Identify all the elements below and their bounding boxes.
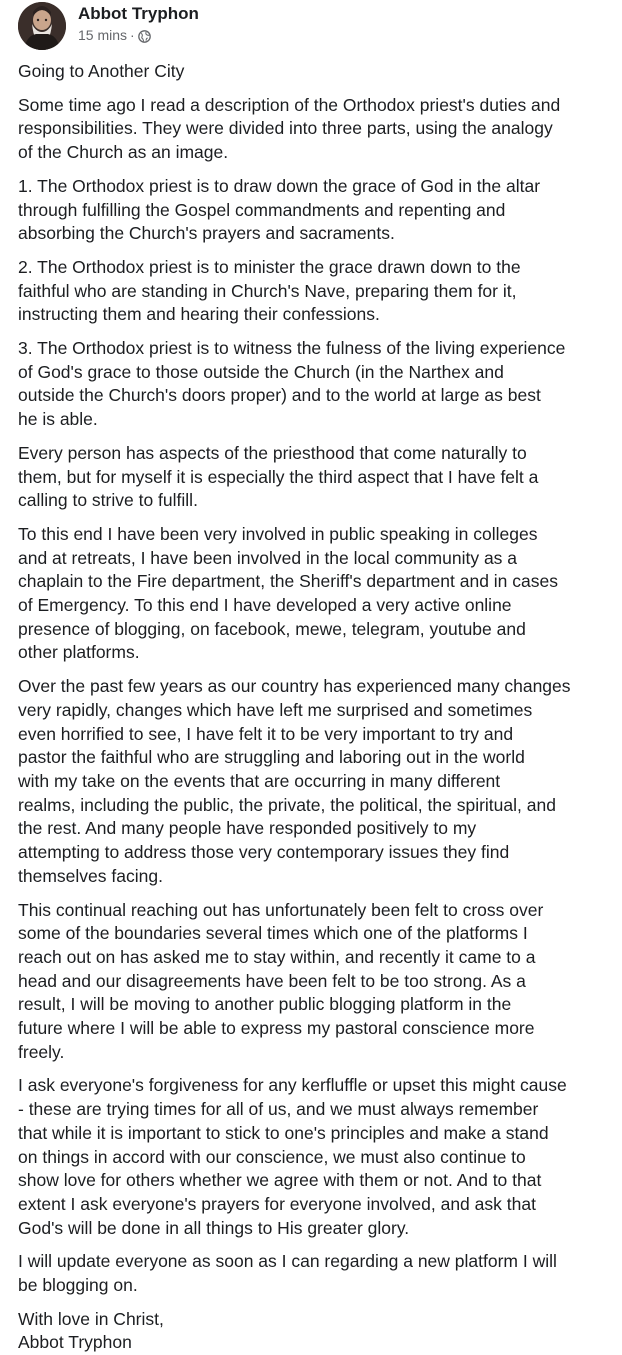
meta-separator: · xyxy=(130,27,135,43)
post-meta xyxy=(78,26,199,44)
post-paragraph: 2. The Orthodox priest is to minister the grace drawn down to the faithful who are standing in Church's Nave, preparing them for it, instructing them and hearing their confessions. xyxy=(18,256,521,325)
post-body xyxy=(18,60,612,1355)
post-paragraph: 3. The Orthodox priest is to witness the fulness of the living experience of God's grace to those outside the Church (in the Narthex and outside the Church's doors proper) and to the world at large as best he is able. xyxy=(18,338,566,430)
post-paragraph: 1. The Orthodox priest is to draw down the grace of God in the altar through fulfilling the Gospel commandments and repenting and absorbing the Church's prayers and sacraments. xyxy=(18,175,541,244)
post-title: Going to Another City xyxy=(18,61,185,81)
post-signature: With love in Christ, Abbot Tryphon xyxy=(18,1308,164,1353)
globe-icon[interactable] xyxy=(138,29,151,42)
post-paragraph: Some time ago I read a description of the Orthodox priest's duties and responsibilities. They were divided into three parts, using the analogy of the Church as an image. xyxy=(18,94,561,163)
post-timestamp[interactable]: 15 mins xyxy=(78,27,128,43)
post-paragraph: I ask everyone's forgiveness for any kerfluffle or upset this might cause - these are trying times for all of us, and we must always remember that while it is important to stick to one's principles and make a stand on things in accord with our conscience, we must also continue to show love for others whether we agree with them or not. And to that extent I ask everyone's prayers for everyone involved, and ask that God's will be done in all things to His greater glory. xyxy=(18,1075,567,1238)
post-paragraph: This continual reaching out has unfortunately been felt to cross over some of the boundaries several times which one of the platforms I reach out on has asked me to stay within, and recently it came to a head and our disagreements have been felt to be too strong. As a result, I will be moving to another public blogging platform in the future where I will be able to express my pastoral conscience more freely. xyxy=(18,899,544,1062)
post-paragraph: Every person has aspects of the priesthood that come naturally to them, but for myself it is especially the third aspect that I have felt a calling to strive to fulfill. xyxy=(18,442,539,511)
avatar[interactable] xyxy=(18,2,66,50)
post-paragraph: Over the past few years as our country has experienced many changes very rapidly, changes which have left me surprised and sometimes even horrified to see, I have felt it to be very important to try and pastor the faithful who are struggling and laboring out in the world with my take on the events that are occurring in many different realms, including the public, the private, the political, the spiritual, and the rest. And many people have responded positively to my attempting to address those very contemporary issues they find themselves facing. xyxy=(18,676,571,886)
post-paragraph: I will update everyone as soon as I can regarding a new platform I will be blogging on. xyxy=(18,1251,557,1296)
post-header-text xyxy=(78,2,199,44)
post-paragraph: To this end I have been very involved in public speaking in colleges and at retreats, I have been involved in the local community as a chaplain to the Fire department, the Sheriff's department and in cases of Emergency. To this end I have developed a very active online presence of blogging, on facebook, mewe, telegram, youtube and other platforms. xyxy=(18,523,558,663)
author-name[interactable]: Abbot Tryphon xyxy=(78,4,199,23)
post-header xyxy=(18,0,612,60)
avatar-image xyxy=(18,2,66,50)
